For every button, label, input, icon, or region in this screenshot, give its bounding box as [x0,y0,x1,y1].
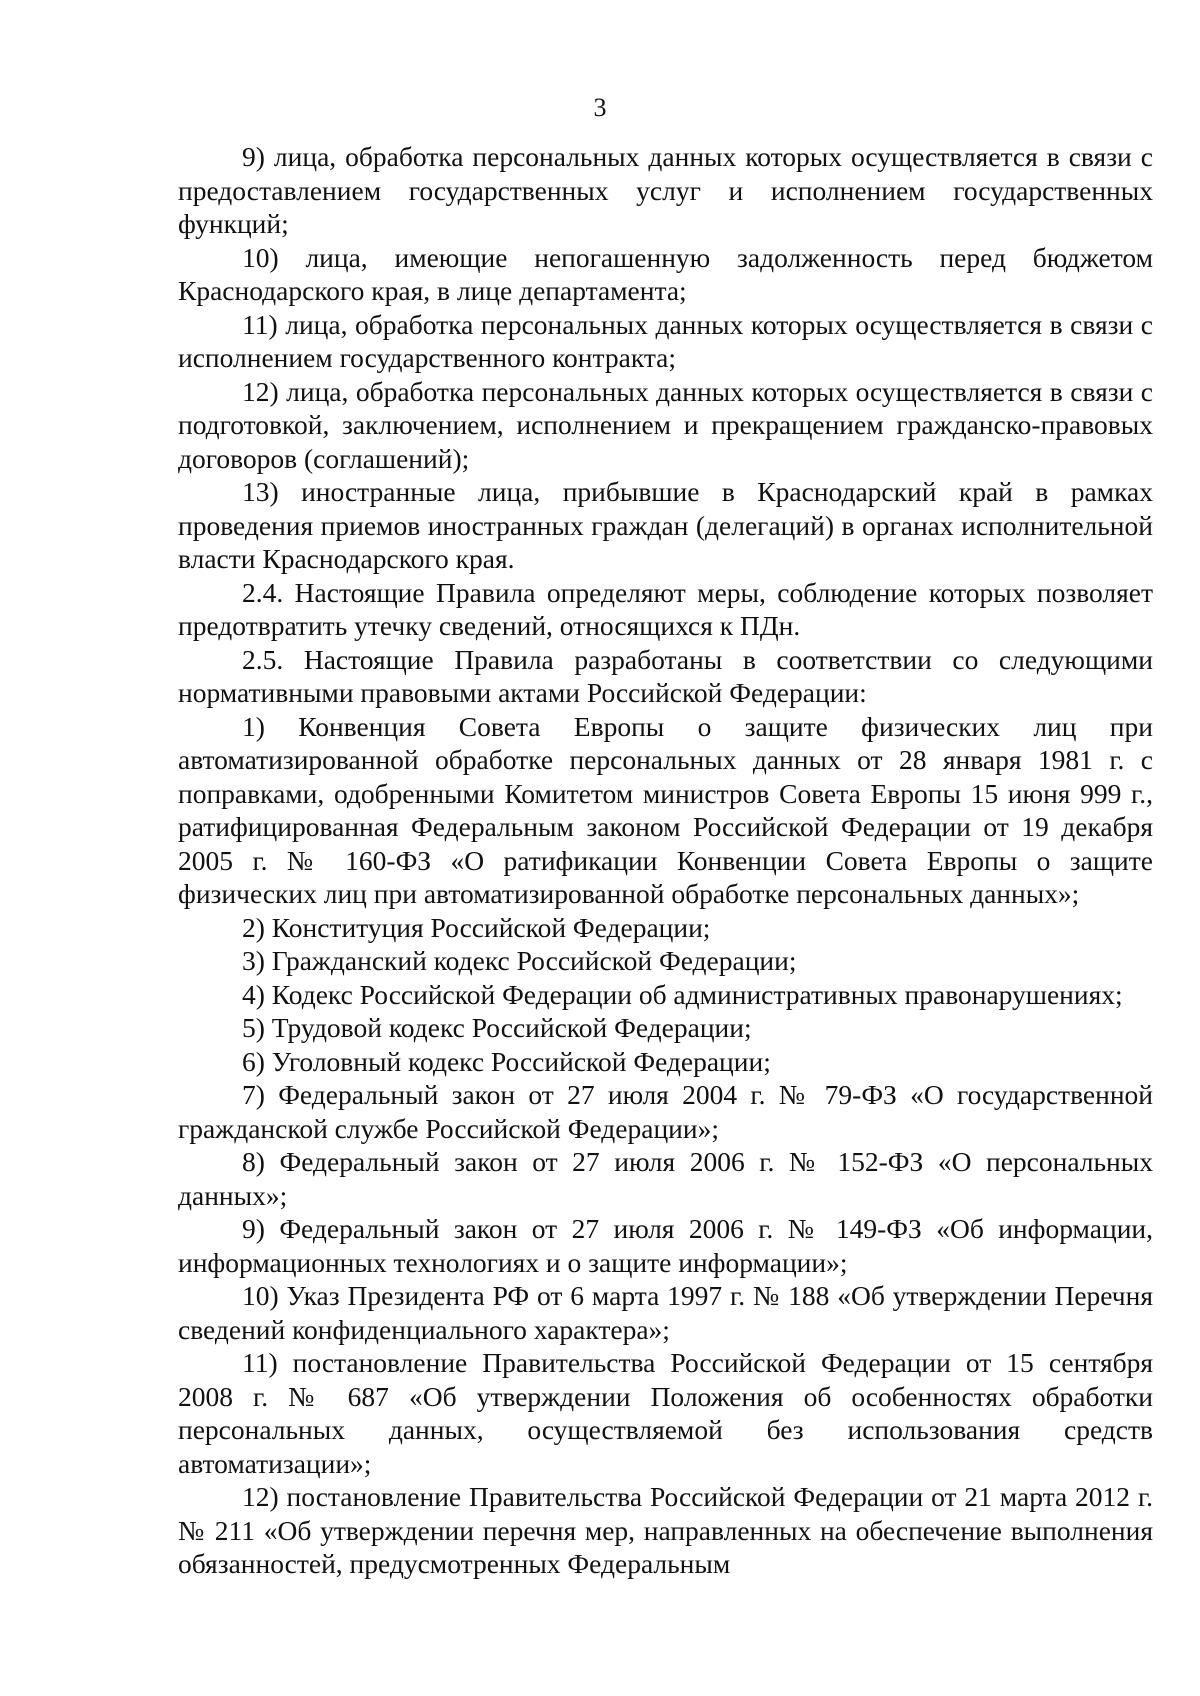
paragraph: 9) Федеральный закон от 27 июля 2006 г. № 149-ФЗ «Об информации, информационных технологиях и о защите информации»; [178,1213,1153,1278]
page-number: 3 [593,93,607,122]
paragraph: 2.5. Настоящие Правила разработаны в соответствии со следующими нормативными правовыми актами Российской Федерации: [178,643,1153,708]
paragraph: 10) лица, имеющие непогашенную задолженность перед бюджетом Краснодарского края, в лице департамента; [178,241,1153,306]
paragraph: 1) Конвенция Совета Европы о защите физических лиц при автоматизированной обработке персональных данных от 28 января 1981 г. с поправками, одобренными Комитетом министров Совета Европы 15 июня 999 г., ратифицированная Федеральным законом Российской Федерации от 19 декабря 2005 г. № 160-ФЗ «О ратификации Конвенции Совета Европы о защите физических лиц при автоматизированной обработке персональных данных»; [178,710,1153,909]
paragraph: 11) лица, обработка персональных данных которых осуществляется в связи с исполнением государственного контракта; [178,308,1153,373]
paragraph: 5) Трудовой кодекс Российской Федерации; [242,1012,752,1043]
paragraph: 11) постановление Правительства Российской Федерации от 15 сентября 2008 г. № 687 «Об утверждении Положения об особенностях обработки персональных данных, осуществляемой без использования средств автоматизации»; [178,1347,1153,1479]
paragraph: 10) Указ Президента РФ от 6 марта 1997 г. № 188 «Об утверждении Перечня сведений конфиденциального характера»; [178,1280,1153,1345]
paragraph: 7) Федеральный закон от 27 июля 2004 г. № 79-ФЗ «О государственной гражданской службе Российской Федерации»; [178,1079,1153,1144]
paragraph: 3) Гражданский кодекс Российской Федерации; [242,945,797,976]
document-body [178,140,1153,1581]
paragraph: 6) Уголовный кодекс Российской Федерации; [242,1045,771,1077]
paragraph: 8) Федеральный закон от 27 июля 2006 г. № 152-ФЗ «О персональных данных»; [178,1146,1153,1211]
paragraph: 2) Конституция Российской Федерации; [242,911,711,943]
paragraph: 2.4. Настоящие Правила определяют меры, соблюдение которых позволяет предотвратить утечку сведений, относящихся к ПДн. [178,576,1153,641]
paragraph: 12) постановление Правительства Российской Федерации от 21 марта 2012 г. № 211 «Об утверждении перечня мер, направленных на обеспечение выполнения обязанностей, предусмотренных Федеральным [178,1481,1153,1579]
paragraph: 9) лица, обработка персональных данных которых осуществляется в связи с предоставлением государственных услуг и исполнением государственных функций; [178,141,1153,239]
paragraph: 12) лица, обработка персональных данных которых осуществляется в связи с подготовкой, заключением, исполнением и прекращением гражданско-правовых договоров (соглашений); [178,375,1153,474]
paragraph: 4) Кодекс Российской Федерации об административных правонарушениях; [242,978,1123,1010]
paragraph: 13) иностранные лица, прибывшие в Краснодарский край в рамках проведения приемов иностранных граждан (делегаций) в органах исполнительной власти Краснодарского края. [178,476,1153,574]
